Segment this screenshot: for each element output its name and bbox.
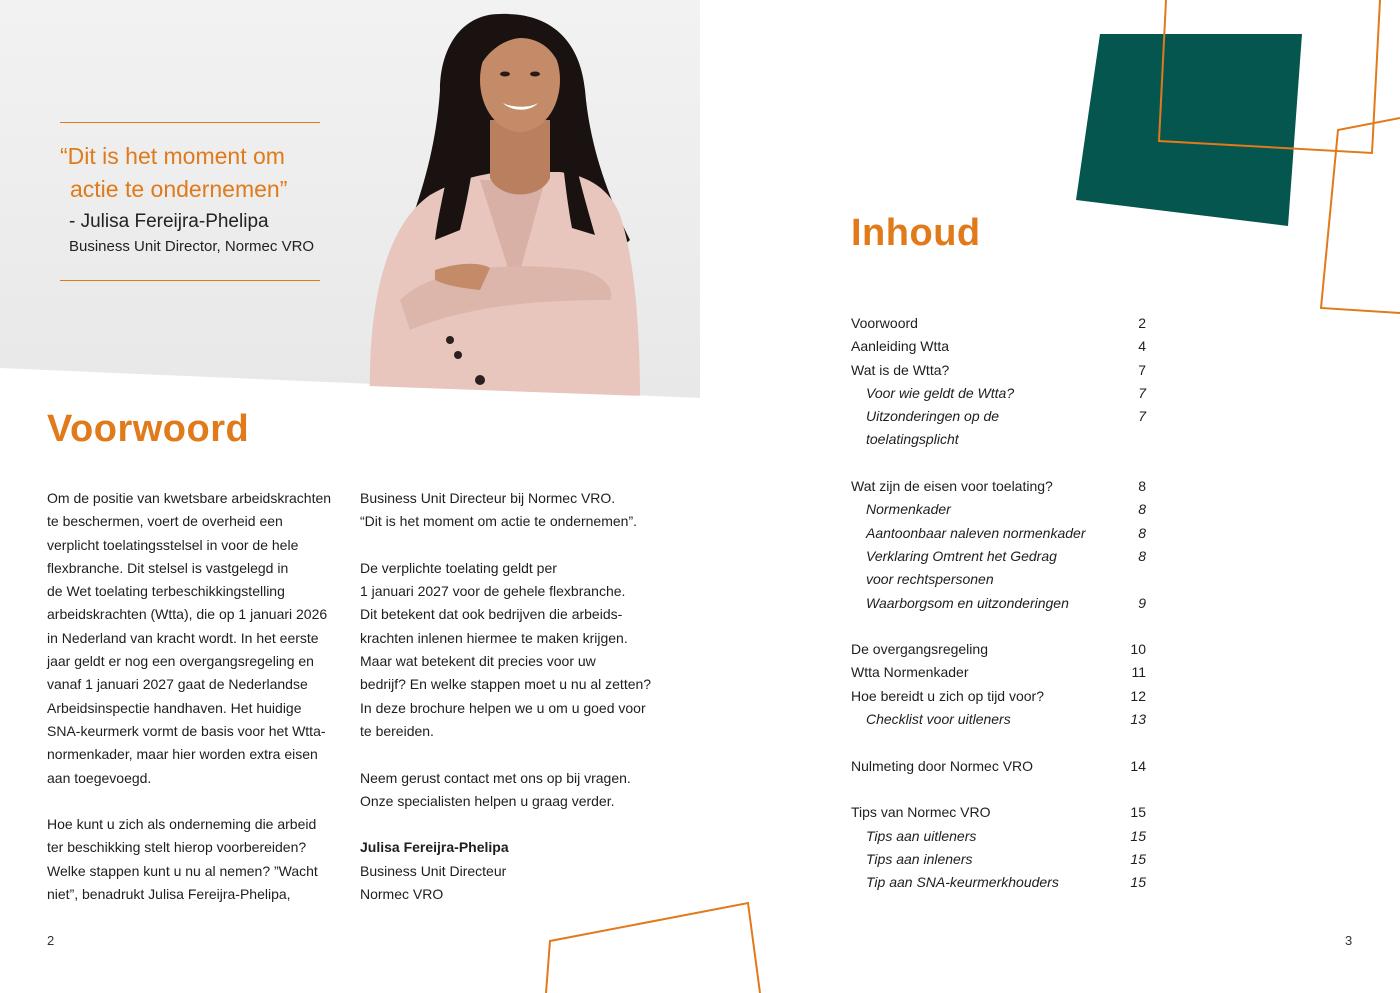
toc-page-number: 7: [1138, 384, 1146, 401]
toc-page-number: 15: [1130, 850, 1146, 867]
toc-label: Aanleiding Wtta: [851, 338, 950, 355]
toc-label: Waarborgsom en uitzonderingen: [866, 594, 1069, 611]
text-line: niet”, benadrukt Julisa Fereijra-Phelipa,: [47, 886, 291, 903]
paragraph: [360, 487, 670, 534]
toc-page-number: 7: [1138, 408, 1146, 425]
toc-subentry[interactable]: [851, 825, 1146, 848]
toc-label: Wat is de Wtta?: [851, 361, 950, 378]
toc-entry[interactable]: [851, 801, 1146, 824]
text-line: de Wet toelating terbeschikkingstelling: [47, 583, 285, 600]
toc-label: Tip aan SNA-keurmerkhouders: [866, 874, 1059, 891]
toc-subentry[interactable]: [851, 568, 1146, 591]
text-line: in Nederland van kracht wordt. In het eerste: [47, 629, 319, 646]
text-line: Welke stappen kunt u nu al nemen? ”Wacht: [47, 862, 318, 879]
toc-subentry[interactable]: [851, 382, 1146, 405]
toc-entry[interactable]: [851, 755, 1146, 778]
toc-subentry[interactable]: [851, 848, 1146, 871]
toc-label: Tips aan inleners: [866, 850, 973, 867]
toc-label: Wat zijn de eisen voor toelating?: [851, 478, 1053, 495]
toc-page-number: 15: [1130, 804, 1146, 821]
text-line: “Dit is het moment om actie te ondernemen”.: [360, 513, 638, 530]
toc-page-number: 10: [1130, 641, 1146, 658]
toc-subentry[interactable]: [851, 545, 1146, 568]
text-line: 1 januari 2027 voor de gehele flexbranche.: [360, 583, 626, 600]
voorwoord-title: Voorwoord: [47, 408, 250, 450]
signature-name: Julisa Fereijra-Phelipa: [360, 839, 509, 856]
toc-subentry[interactable]: [851, 405, 1146, 428]
pull-quote: [60, 140, 360, 206]
paragraph: [47, 813, 347, 906]
toc-label: Wtta Normenkader: [851, 664, 969, 681]
toc-entry[interactable]: [851, 638, 1146, 661]
paragraph: [360, 557, 670, 743]
text-line: Om de positie van kwetsbare arbeidskrachten: [47, 490, 332, 506]
text-line: normenkader, maar hier worden extra eisen: [47, 746, 318, 763]
inhoud-title: Inhoud: [851, 212, 981, 254]
text-line: Onze specialisten helpen u graag verder.: [360, 792, 615, 809]
toc-page-number: 9: [1138, 594, 1146, 611]
quote-role: Business Unit Director, Normec VRO: [69, 238, 315, 255]
toc-subentry[interactable]: [851, 871, 1146, 894]
text-line: In deze brochure helpen we u om u goed voor: [360, 699, 646, 716]
table-of-contents: [851, 312, 1146, 894]
body-column-1: [47, 487, 347, 930]
text-line: ter beschikking stelt hierop voorbereiden?: [47, 839, 307, 856]
text-line: krachten inlenen hiermee te maken krijgen.: [360, 629, 628, 646]
portrait-photo: [340, 0, 700, 400]
toc-page-number: 8: [1138, 547, 1146, 564]
pull-quote-line-2: actie te ondernemen”: [70, 176, 288, 202]
decorative-shapes-top: [1070, 0, 1400, 320]
toc-label: Nulmeting door Normec VRO: [851, 757, 1034, 774]
toc-page-number: 15: [1130, 874, 1146, 891]
toc-page-number: 8: [1138, 524, 1146, 541]
toc-page-number: 2: [1138, 315, 1146, 331]
toc-label: toelatingsplicht: [866, 431, 959, 448]
toc-page-number: 8: [1138, 501, 1146, 518]
toc-label: Normenkader: [866, 501, 951, 518]
decorative-outline-bottom: [540, 895, 770, 993]
toc-subentry[interactable]: [851, 498, 1146, 521]
page-number-left: 2: [47, 933, 55, 948]
body-column-2: [360, 487, 670, 930]
toc-label: Hoe bereidt u zich op tijd voor?: [851, 687, 1044, 704]
toc-entry[interactable]: [851, 685, 1146, 708]
quote-rule-bottom: [60, 280, 320, 281]
toc-label: Voor wie geldt de Wtta?: [866, 384, 1015, 401]
toc-gap: [851, 452, 1146, 475]
toc-gap: [851, 731, 1146, 754]
toc-label: Voorwoord: [851, 315, 918, 331]
paragraph: [47, 487, 347, 790]
pull-quote-line-1: “Dit is het moment om: [60, 143, 285, 169]
quote-author: - Julisa Fereijra-Phelipa: [69, 211, 269, 232]
toc-subentry[interactable]: [851, 522, 1146, 545]
text-line: Arbeidsinspectie handhaven. Het huidige: [47, 699, 302, 716]
text-line: te beschermen, voert de overheid een: [47, 513, 283, 530]
toc-label: Tips aan uitleners: [866, 827, 977, 844]
toc-subentry[interactable]: [851, 428, 1146, 451]
toc-entry[interactable]: [851, 312, 1146, 335]
page-number-right: 3: [1345, 933, 1353, 948]
toc-subentry[interactable]: [851, 592, 1146, 615]
toc-page-number: 7: [1138, 361, 1146, 378]
toc-page-number: 12: [1130, 687, 1146, 704]
quote-rule-top: [60, 122, 320, 123]
text-line: jaar geldt er nog een overgangsregeling en: [47, 653, 314, 670]
toc-entry[interactable]: [851, 475, 1146, 498]
toc-page-number: 8: [1138, 478, 1146, 495]
text-line: arbeidskrachten (Wtta), die op 1 januari 2026: [47, 606, 328, 623]
toc-subentry[interactable]: [851, 708, 1146, 731]
signature-title: Business Unit Directeur: [360, 862, 507, 879]
toc-page-number: 13: [1130, 711, 1146, 728]
toc-label: Checklist voor uitleners: [866, 711, 1011, 728]
toc-label: voor rechtspersonen: [866, 571, 994, 588]
toc-label: Uitzonderingen op de: [866, 408, 1000, 425]
text-line: Dit betekent dat ook bedrijven die arbeids-: [360, 606, 623, 623]
toc-label: Tips van Normec VRO: [851, 804, 991, 821]
text-line: flexbranche. Dit stelsel is vastgelegd in: [47, 559, 289, 576]
text-line: aan toegevoegd.: [47, 769, 152, 786]
text-line: SNA-keurmerk vormt de basis voor het Wtta-: [47, 722, 326, 739]
toc-page-number: 11: [1131, 664, 1146, 681]
toc-label: De overgangsregeling: [851, 641, 988, 658]
text-line: te bereiden.: [360, 722, 434, 739]
toc-page-number: 4: [1138, 338, 1146, 355]
text-line: Business Unit Directeur bij Normec VRO.: [360, 490, 616, 506]
text-line: bedrijf? En welke stappen moet u nu al zetten?: [360, 676, 652, 693]
text-line: Neem gerust contact met ons op bij vragen.: [360, 769, 631, 786]
text-line: verplicht toelatingsstelsel in voor de hele: [47, 536, 299, 553]
text-line: Hoe kunt u zich als onderneming die arbeid: [47, 816, 317, 833]
paragraph: [360, 767, 670, 814]
toc-label: Verklaring Omtrent het Gedrag: [866, 547, 1057, 564]
text-line: vanaf 1 januari 2027 gaat de Nederlandse: [47, 676, 308, 693]
toc-label: Aantoonbaar naleven normenkader: [866, 524, 1086, 541]
toc-gap: [851, 778, 1146, 801]
toc-entry[interactable]: [851, 335, 1146, 358]
toc-entry[interactable]: [851, 661, 1146, 684]
text-line: Maar wat betekent dit precies voor uw: [360, 653, 596, 670]
text-line: De verplichte toelating geldt per: [360, 559, 557, 576]
toc-gap: [851, 615, 1146, 638]
toc-page-number: 14: [1130, 757, 1146, 774]
signature-company: Normec VRO: [360, 886, 444, 903]
toc-entry[interactable]: [851, 359, 1146, 382]
toc-page-number: 15: [1130, 827, 1146, 844]
